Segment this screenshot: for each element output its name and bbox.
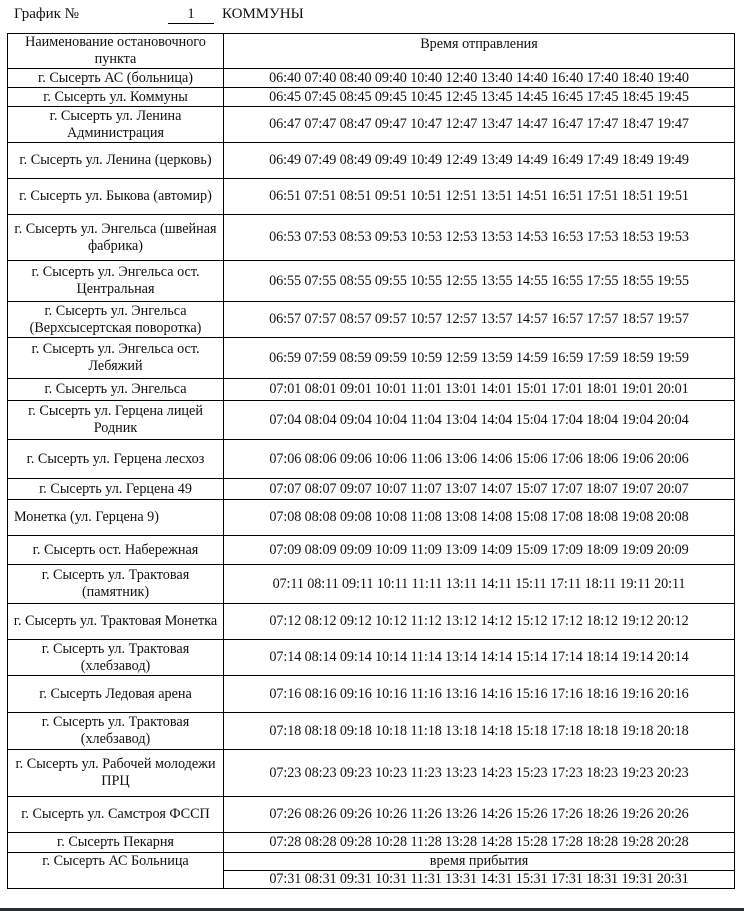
table-row	[8, 500, 735, 536]
departure-times: 06:45 07:45 08:45 09:45 10:45 12:45 13:45 14:45 16:45 17:45 18:45 19:45	[224, 88, 735, 107]
route-name: КОММУНЫ	[222, 6, 304, 22]
stop-name: г. Сысерть ул. Энгельса	[8, 379, 224, 401]
table-row	[8, 401, 735, 440]
table-row-final	[8, 853, 735, 871]
stop-name: г. Сысерть ост. Набережная	[8, 536, 224, 565]
table-row	[8, 143, 735, 179]
stop-name: г. Сысерть Ледовая арена	[8, 676, 224, 713]
stop-name: г. Сысерть Пекарня	[8, 833, 224, 853]
departure-times: 07:12 08:12 09:12 10:12 11:12 13:12 14:12 15:12 17:12 18:12 19:12 20:12	[224, 604, 735, 640]
stop-name: г. Сысерть ул. Герцена лесхоз	[8, 440, 224, 479]
table-row	[8, 676, 735, 713]
column-header-time: Время отправления	[224, 34, 735, 69]
table-row	[8, 797, 735, 833]
stop-name: г. Сысерть АС (больница)	[8, 69, 224, 88]
stop-name: г. Сысерть ул. Самстроя ФССП	[8, 797, 224, 833]
departure-times: 06:59 07:59 08:59 09:59 10:59 12:59 13:59 14:59 16:59 17:59 18:59 19:59	[224, 338, 735, 379]
stop-name: г. Сысерть ул. Герцена 49	[8, 479, 224, 500]
stop-name: г. Сысерть ул. Трактовая Монетка	[8, 604, 224, 640]
table-row	[8, 440, 735, 479]
departure-times: 07:26 08:26 09:26 10:26 11:26 13:26 14:26 15:26 17:26 18:26 19:26 20:26	[224, 797, 735, 833]
departure-times: 07:04 08:04 09:04 10:04 11:04 13:04 14:04 15:04 17:04 18:04 19:04 20:04	[224, 401, 735, 440]
table-row	[8, 215, 735, 261]
stop-name: Монетка (ул. Герцена 9)	[8, 500, 224, 536]
stop-name: г. Сысерть ул. Рабочей молодежи ПРЦ	[8, 750, 224, 797]
stop-name: г. Сысерть АС Больница	[8, 853, 224, 889]
arrival-times: 07:31 08:31 09:31 10:31 11:31 13:31 14:31 15:31 17:31 18:31 19:31 20:31	[224, 871, 735, 889]
departure-times: 07:16 08:16 09:16 10:16 11:16 13:16 14:16 15:16 17:16 18:16 19:16 20:16	[224, 676, 735, 713]
departure-times: 07:11 08:11 09:11 10:11 11:11 13:11 14:11 15:11 17:11 18:11 19:11 20:11	[224, 565, 735, 604]
table-row	[8, 640, 735, 676]
arrival-label: время прибытия	[224, 853, 735, 871]
departure-times: 07:06 08:06 09:06 10:06 11:06 13:06 14:06 15:06 17:06 18:06 19:06 20:06	[224, 440, 735, 479]
departure-times: 06:53 07:53 08:53 09:53 10:53 12:53 13:53 14:53 16:53 17:53 18:53 19:53	[224, 215, 735, 261]
departure-times: 06:55 07:55 08:55 09:55 10:55 12:55 13:55 14:55 16:55 17:55 18:55 19:55	[224, 261, 735, 302]
departure-times: 07:28 08:28 09:28 10:28 11:28 13:28 14:28 15:28 17:28 18:28 19:28 20:28	[224, 833, 735, 853]
stop-name: г. Сысерть ул. Герцена лицей Родник	[8, 401, 224, 440]
stop-name: г. Сысерть ул. Энгельса ост. Центральная	[8, 261, 224, 302]
table-row	[8, 88, 735, 107]
departure-times: 06:57 07:57 08:57 09:57 10:57 12:57 13:57 14:57 16:57 17:57 18:57 19:57	[224, 302, 735, 338]
departure-times: 07:23 08:23 09:23 10:23 11:23 13:23 14:23 15:23 17:23 18:23 19:23 20:23	[224, 750, 735, 797]
departure-times: 07:09 08:09 09:09 10:09 11:09 13:09 14:09 15:09 17:09 18:09 19:09 20:09	[224, 536, 735, 565]
table-header-row	[8, 34, 735, 69]
table-row	[8, 179, 735, 215]
stop-name: г. Сысерть ул. Ленина Администрация	[8, 107, 224, 143]
stop-name: г. Сысерть ул. Трактовая (хлебзавод)	[8, 713, 224, 750]
table-row	[8, 379, 735, 401]
departure-times: 07:07 08:07 09:07 10:07 11:07 13:07 14:07 15:07 17:07 18:07 19:07 20:07	[224, 479, 735, 500]
table-row	[8, 302, 735, 338]
table-row	[8, 338, 735, 379]
table-row	[8, 604, 735, 640]
table-row	[8, 713, 735, 750]
departure-times: 07:14 08:14 09:14 10:14 11:14 13:14 14:14 15:14 17:14 18:14 19:14 20:14	[224, 640, 735, 676]
stop-name: г. Сысерть ул. Быкова (автомир)	[8, 179, 224, 215]
departure-times: 06:49 07:49 08:49 09:49 10:49 12:49 13:49 14:49 16:49 17:49 18:49 19:49	[224, 143, 735, 179]
stop-name: г. Сысерть ул. Трактовая (хлебзавод)	[8, 640, 224, 676]
table-row	[8, 261, 735, 302]
table-row	[8, 833, 735, 853]
table-row	[8, 107, 735, 143]
departure-times: 06:47 07:47 08:47 09:47 10:47 12:47 13:47 14:47 16:47 17:47 18:47 19:47	[224, 107, 735, 143]
departure-times: 07:18 08:18 09:18 10:18 11:18 13:18 14:18 15:18 17:18 18:18 19:18 20:18	[224, 713, 735, 750]
column-header-stop: Наименование остановочного пункта	[8, 34, 224, 69]
stop-name: г. Сысерть ул. Энгельса (Верхсысертская поворотка)	[8, 302, 224, 338]
stop-name: г. Сысерть ул. Трактовая (памятник)	[8, 565, 224, 604]
departure-times: 07:08 08:08 09:08 10:08 11:08 13:08 14:08 15:08 17:08 18:08 19:08 20:08	[224, 500, 735, 536]
table-row	[8, 536, 735, 565]
stop-name: г. Сысерть ул. Энгельса (швейная фабрика)	[8, 215, 224, 261]
stop-name: г. Сысерть ул. Коммуны	[8, 88, 224, 107]
stop-name: г. Сысерть ул. Ленина (церковь)	[8, 143, 224, 179]
departure-times: 07:01 08:01 09:01 10:01 11:01 13:01 14:01 15:01 17:01 18:01 19:01 20:01	[224, 379, 735, 401]
departure-times: 06:51 07:51 08:51 09:51 10:51 12:51 13:51 14:51 16:51 17:51 18:51 19:51	[224, 179, 735, 215]
stop-name: г. Сысерть ул. Энгельса ост. Лебяжий	[8, 338, 224, 379]
table-row	[8, 565, 735, 604]
schedule-label: График №	[14, 6, 79, 22]
table-row	[8, 69, 735, 88]
schedule-number: 1	[168, 6, 214, 24]
timetable	[7, 33, 735, 889]
table-row	[8, 750, 735, 797]
departure-times: 06:40 07:40 08:40 09:40 10:40 12:40 13:40 14:40 16:40 17:40 18:40 19:40	[224, 69, 735, 88]
table-row	[8, 479, 735, 500]
